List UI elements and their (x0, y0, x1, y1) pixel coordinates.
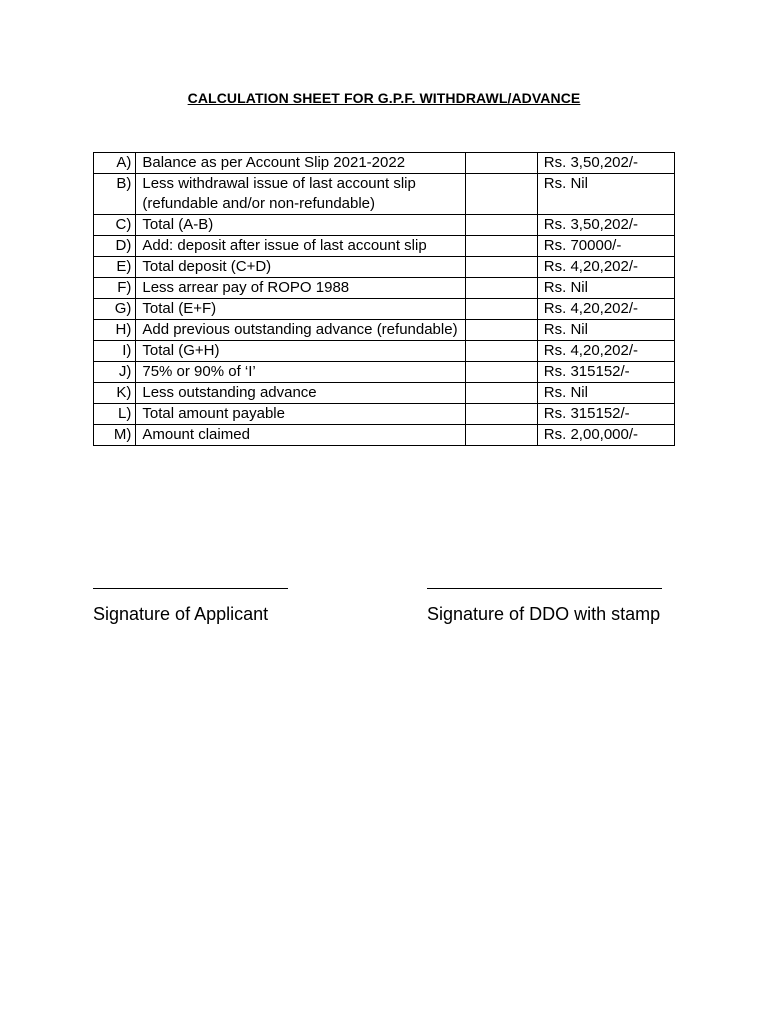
row-key: J) (94, 362, 136, 383)
row-amount: Rs. 4,20,202/- (537, 341, 674, 362)
row-blank-cell (466, 257, 538, 278)
row-amount: Rs. 2,00,000/- (537, 425, 674, 446)
document-title: CALCULATION SHEET FOR G.P.F. WITHDRAWL/ADVANCE (187, 90, 581, 106)
ddo-signature-line (427, 588, 662, 589)
row-amount: Rs. 70000/- (537, 236, 674, 257)
row-amount: Rs. 3,50,202/- (537, 153, 674, 174)
row-blank-cell (466, 362, 538, 383)
row-description: Total amount payable (136, 404, 466, 425)
row-amount: Rs. 4,20,202/- (537, 257, 674, 278)
table-row (94, 257, 675, 278)
row-description: Total (G+H) (136, 341, 466, 362)
row-amount: Rs. Nil (537, 320, 674, 341)
row-blank-cell (466, 320, 538, 341)
row-key: G) (94, 299, 136, 320)
row-amount: Rs. Nil (537, 278, 674, 299)
row-key: B) (94, 174, 136, 215)
row-blank-cell (466, 153, 538, 174)
table-row (94, 320, 675, 341)
row-blank-cell (466, 425, 538, 446)
table-row (94, 299, 675, 320)
row-description: Less withdrawal issue of last account slip (refundable and/or non-refundable) (136, 174, 466, 215)
row-description: Add: deposit after issue of last account slip (136, 236, 466, 257)
row-description: Total deposit (C+D) (136, 257, 466, 278)
row-amount: Rs. 315152/- (537, 404, 674, 425)
row-key: C) (94, 215, 136, 236)
row-description: Total (E+F) (136, 299, 466, 320)
row-blank-cell (466, 174, 538, 215)
row-description: Balance as per Account Slip 2021-2022 (136, 153, 466, 174)
applicant-signature-label: Signature of Applicant (93, 604, 269, 624)
row-key: K) (94, 383, 136, 404)
table-row (94, 174, 675, 215)
applicant-signature-line (93, 588, 288, 589)
row-description: Total (A-B) (136, 215, 466, 236)
table-row (94, 341, 675, 362)
row-blank-cell (466, 341, 538, 362)
row-blank-cell (466, 236, 538, 257)
row-key: I) (94, 341, 136, 362)
row-amount: Rs. 3,50,202/- (537, 215, 674, 236)
row-blank-cell (466, 215, 538, 236)
row-blank-cell (466, 404, 538, 425)
table-row (94, 236, 675, 257)
table-row (94, 278, 675, 299)
table-row (94, 383, 675, 404)
table-row (94, 404, 675, 425)
row-amount: Rs. 4,20,202/- (537, 299, 674, 320)
row-description: Less arrear pay of ROPO 1988 (136, 278, 466, 299)
row-blank-cell (466, 278, 538, 299)
calculation-table (93, 152, 675, 446)
row-amount: Rs. Nil (537, 383, 674, 404)
calculation-table-body (94, 153, 675, 446)
row-key: L) (94, 404, 136, 425)
row-amount: Rs. Nil (537, 174, 674, 215)
table-row (94, 153, 675, 174)
row-key: E) (94, 257, 136, 278)
row-amount: Rs. 315152/- (537, 362, 674, 383)
row-description: Less outstanding advance (136, 383, 466, 404)
table-row (94, 425, 675, 446)
row-blank-cell (466, 383, 538, 404)
row-key: H) (94, 320, 136, 341)
table-row (94, 215, 675, 236)
table-row (94, 362, 675, 383)
row-blank-cell (466, 299, 538, 320)
row-description: Add previous outstanding advance (refundable) (136, 320, 466, 341)
row-description: 75% or 90% of ‘I’ (136, 362, 466, 383)
row-key: D) (94, 236, 136, 257)
row-description: Amount claimed (136, 425, 466, 446)
row-key: M) (94, 425, 136, 446)
ddo-signature-label: Signature of DDO with stamp (427, 604, 661, 624)
row-key: F) (94, 278, 136, 299)
row-key: A) (94, 153, 136, 174)
